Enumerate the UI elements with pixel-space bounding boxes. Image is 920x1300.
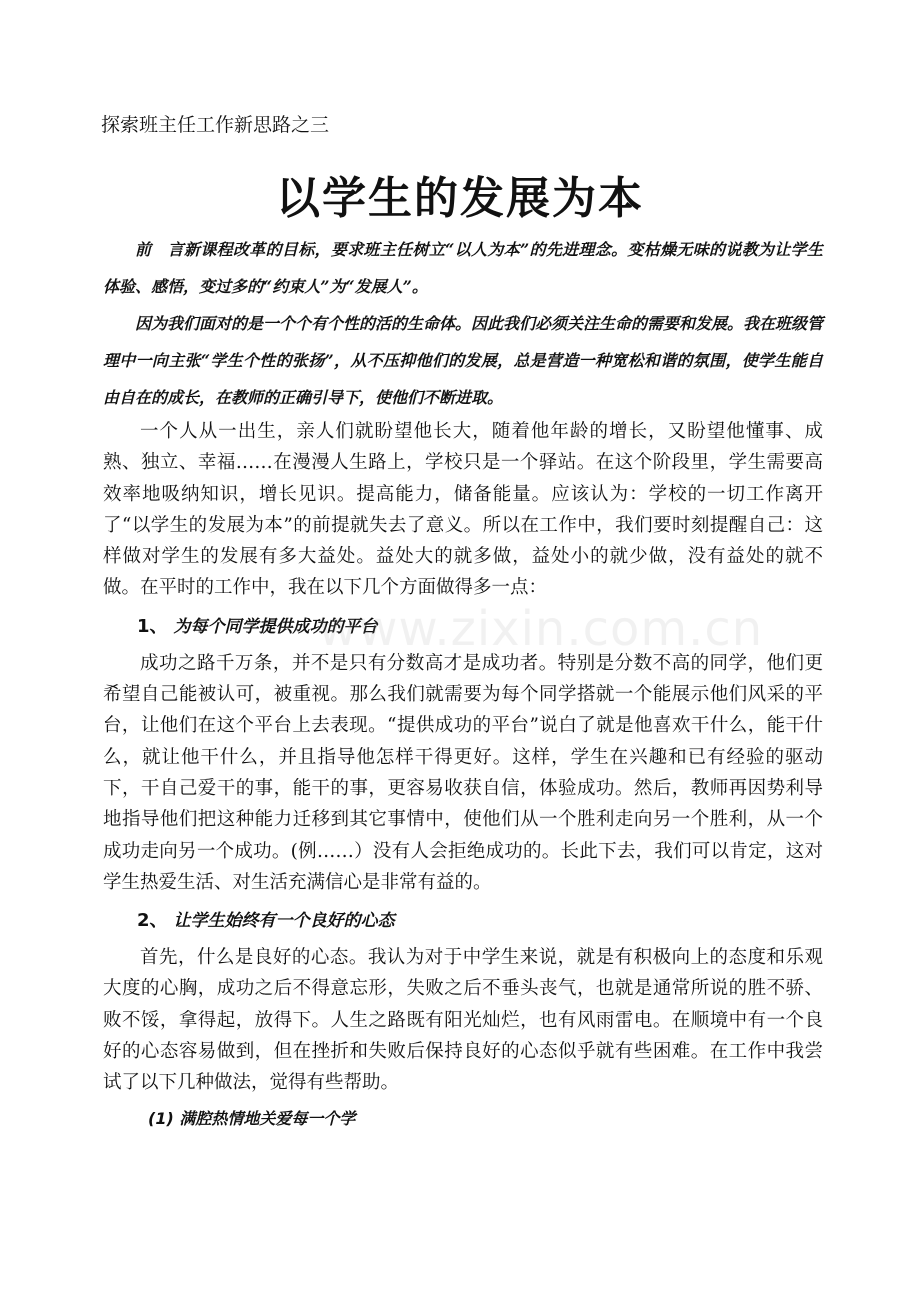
section-2-paragraph: 首先，什么是良好的心态。我认为对于中学生来说，就是有积极向上的态度和乐观大度的心胸，成功之后不得意忘形，失败之后不垂头丧气，也就是通常所说的胜不骄、败不馁，拿得起，放得下。人生之路既有阳光灿烂，也有风雨雷电。在顺境中有一个良好的心态容易做到，但在挫折和失败后保持良好的心态似乎就有些困难。在工作中我尝试了以下几种做法，觉得有些帮助。 bbox=[103, 947, 823, 1094]
sub-heading-1: (1) 满腔热情地关爱每一个学 bbox=[148, 1108, 356, 1128]
series-title: 探索班主任工作新思路之三 bbox=[101, 114, 330, 136]
section-2-heading bbox=[103, 902, 823, 940]
watermark: www.zixin.com.cn bbox=[318, 601, 764, 657]
main-title: 以学生的发展为本 bbox=[276, 173, 644, 224]
section-1-number: 1、 bbox=[137, 615, 168, 637]
section-1-title: 为每个同学提供成功的平台 bbox=[173, 616, 378, 637]
section-2-title: 让学生始终有一个良好的心态 bbox=[173, 911, 395, 932]
section-1-heading bbox=[103, 608, 823, 646]
section-1-paragraph: 成功之路千万条，并不是只有分数高才是成功者。特别是分数不高的同学，他们更希望自己能被认可，被重视。那么我们就需要为每个同学搭就一个能展示他们风采的平台，让他们在这个平台上去表现。“提供成功的平台”说白了就是他喜欢干什么，能干什么，就让他干什么，并且指导他怎样干得更好。这样，学生在兴趣和已有经验的驱动下，干自己爱干的事，能干的事，更容易收获自信，体验成功。然后，教师再因势利导地指导他们把这种能力迁移到其它事情中，使他们从一个胜利走向另一个胜利，从一个成功走向另一个成功。(例……）没有人会拒绝成功的。长此下去，我们可以肯定，这对学生热爱生活、对生活充满信心是非常有益的。 bbox=[103, 652, 823, 893]
document-body bbox=[103, 231, 823, 1139]
foreword-paragraph: 前 言新课程改革的目标，要求班主任树立“以人为本”的先进理念。变枯燥无味的说教为让学生体验、感悟，变过多的“约束人”为“发展人”。 bbox=[103, 240, 823, 296]
reason-paragraph: 因为我们面对的是一个个有个性的活的生命体。因此我们必须关注生命的需要和发展。我在班级管理中一向主张“学生个性的张扬”，从不压抑他们的发展，总是营造一种宽松和谐的氛围，使学生能自由自在的成长，在教师的正确引导下，使他们不断进取。 bbox=[103, 314, 824, 407]
section-2-number: 2、 bbox=[137, 910, 168, 932]
intro-paragraph: 一个人从一出生，亲人们就盼望他长大，随着他年龄的增长，又盼望他懂事、成熟、独立、幸福……在漫漫人生路上，学校只是一个驿站。在这个阶段里，学生需要高效率地吸纳知识，增长见识。提高能力，储备能量。应该认为：学校的一切工作离开了“以学生的发展为本”的前提就失去了意义。所以在工作中，我们要时刻提醒自己：这样做对学生的发展有多大益处。益处大的就多做，益处小的就少做，没有益处的就不做。在平时的工作中，我在以下几个方面做得多一点： bbox=[103, 421, 823, 599]
